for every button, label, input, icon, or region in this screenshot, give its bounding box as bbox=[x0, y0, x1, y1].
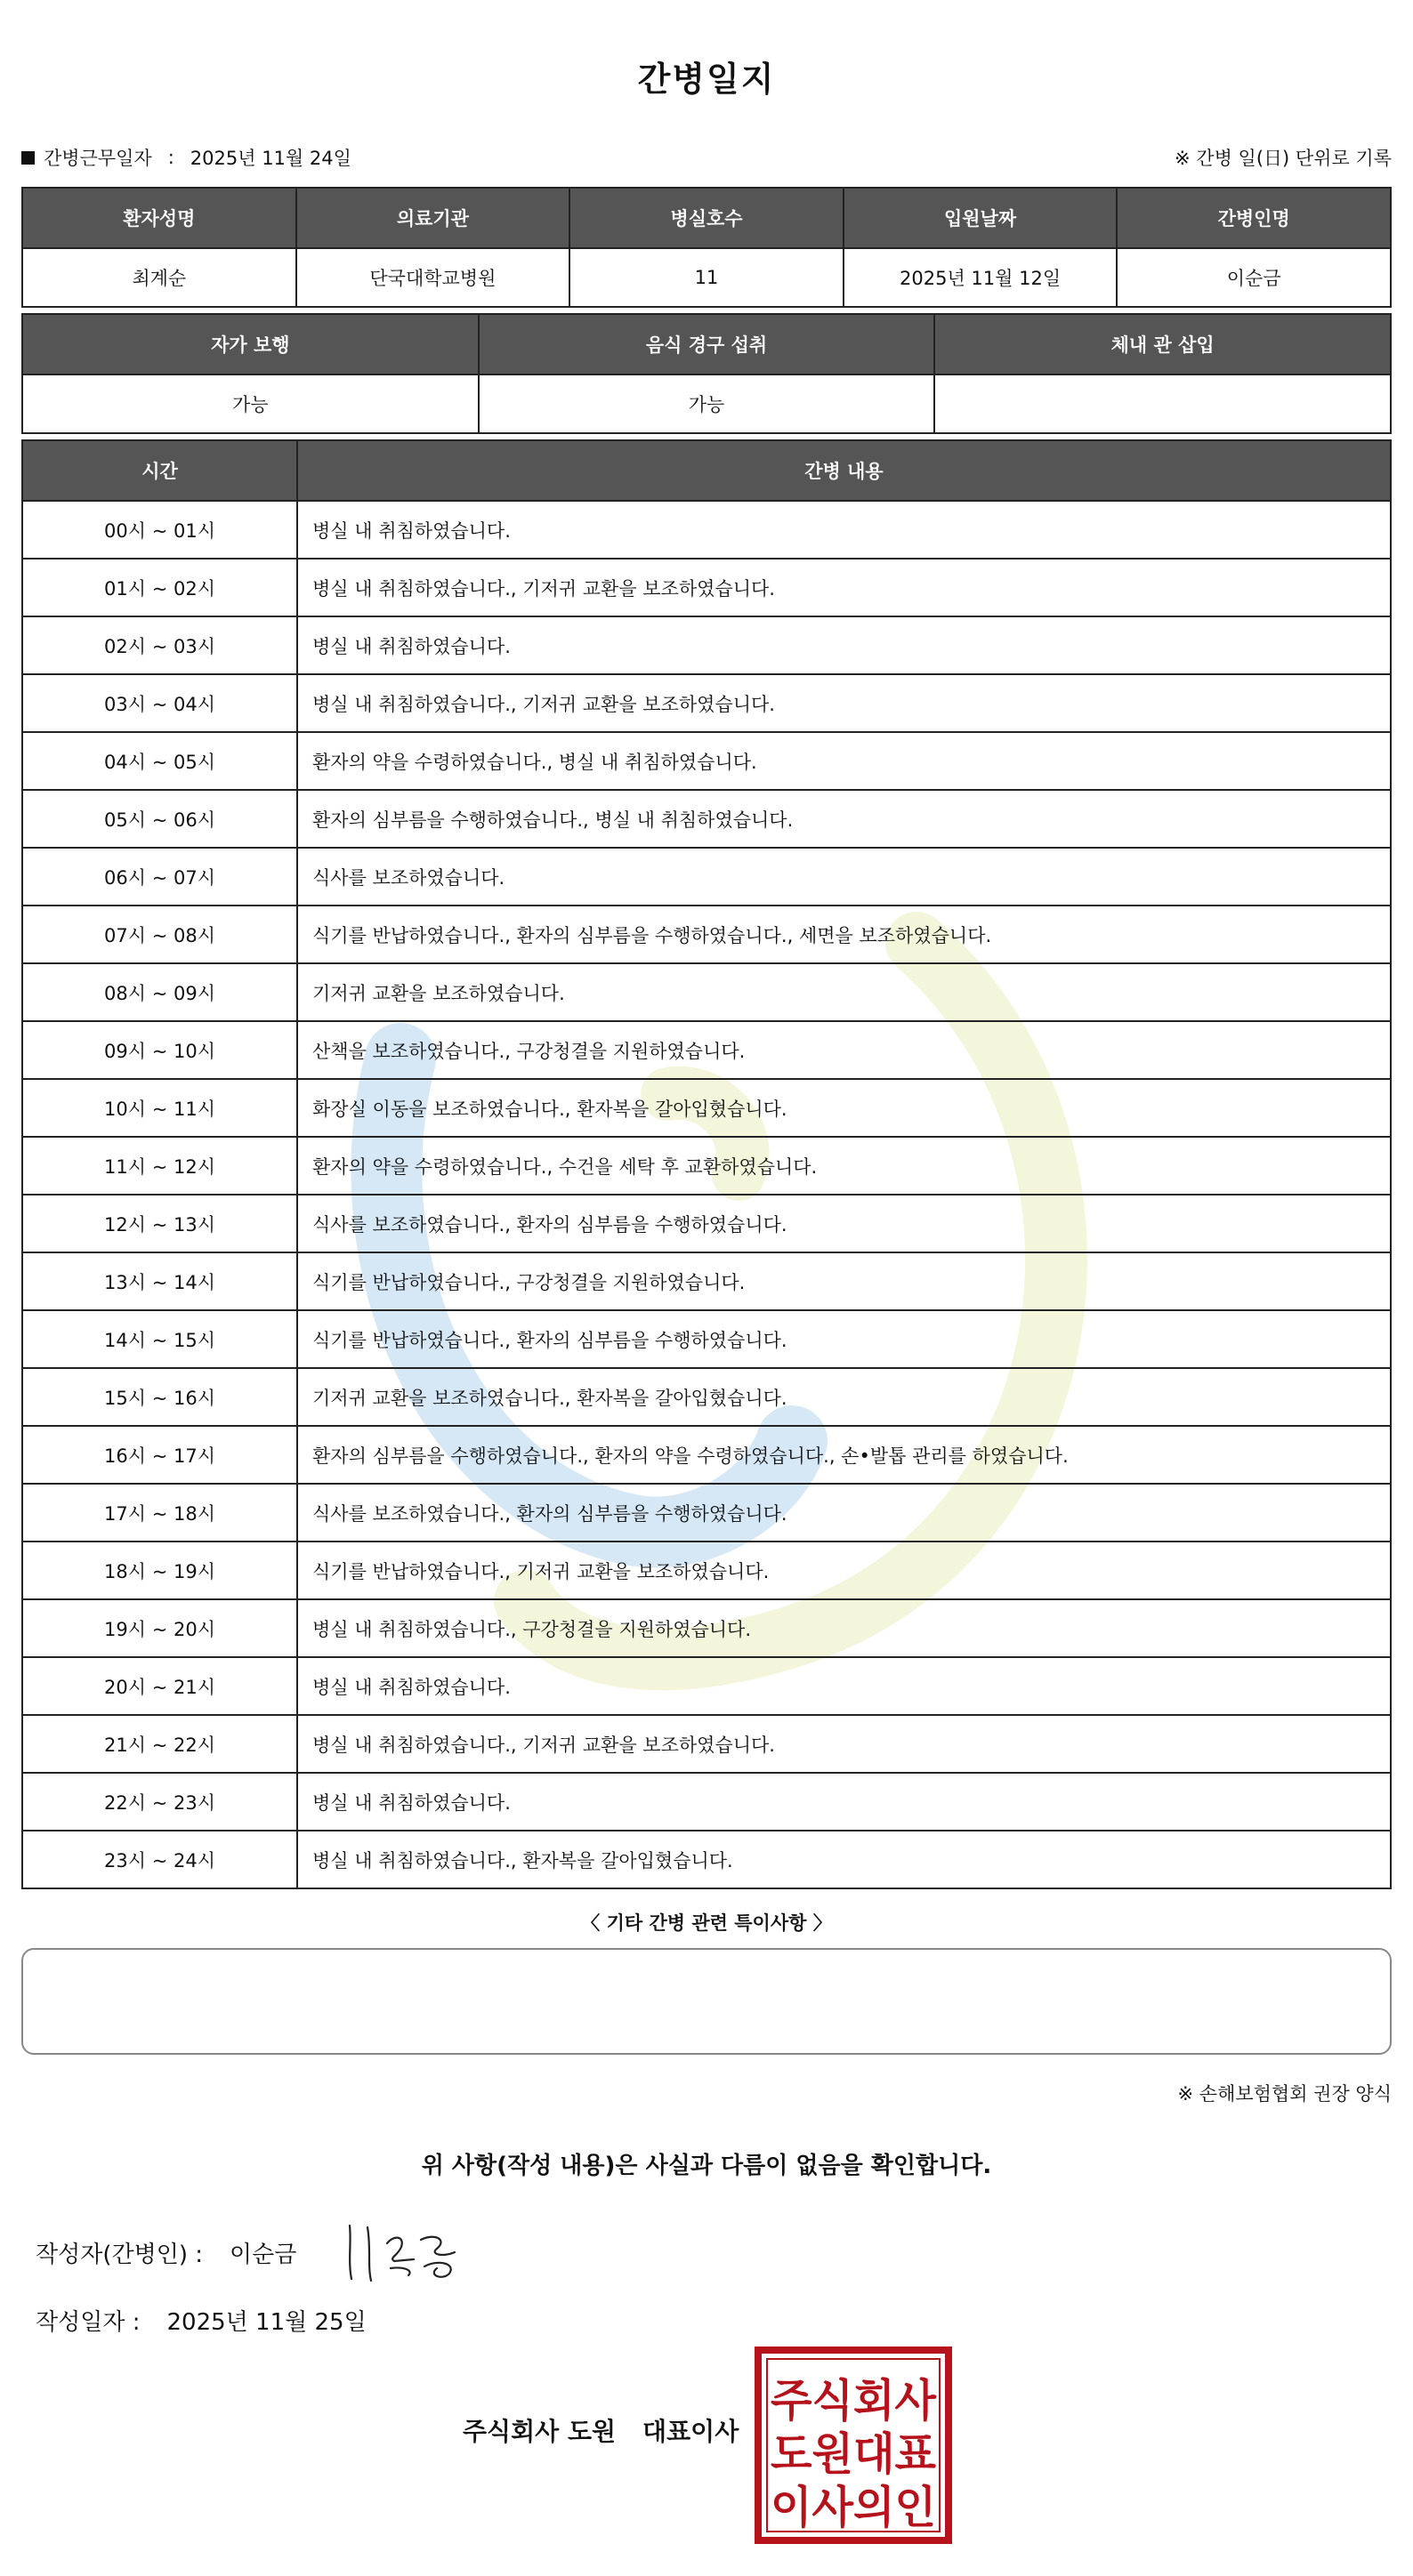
care-log-content: 식사를 보조하였습니다., 환자의 심부름을 수행하였습니다. bbox=[297, 1484, 1391, 1542]
care-log-content: 환자의 심부름을 수행하였습니다., 병실 내 취침하였습니다. bbox=[297, 790, 1391, 848]
svg-text:주식회사: 주식회사 bbox=[771, 2375, 937, 2427]
handwritten-signature bbox=[332, 2217, 492, 2288]
care-log-content: 병실 내 취침하였습니다. bbox=[297, 1657, 1391, 1715]
square-bullet-icon bbox=[21, 151, 35, 165]
care-log-content: 기저귀 교환을 보조하였습니다., 환자복을 갈아입혔습니다. bbox=[297, 1368, 1391, 1426]
care-log-row bbox=[22, 1021, 1391, 1079]
care-log-content: 산책을 보조하였습니다., 구강청결을 지원하였습니다. bbox=[297, 1021, 1391, 1079]
care-log-content: 병실 내 취침하였습니다., 기저귀 교환을 보조하였습니다. bbox=[297, 559, 1391, 616]
care-log-time: 04시 ~ 05시 bbox=[22, 732, 297, 790]
care-log-table bbox=[21, 439, 1392, 1889]
header-oral-intake: 음식 경구 섭취 bbox=[479, 314, 935, 374]
care-log-content: 식기를 반납하였습니다., 환자의 심부름을 수행하였습니다. bbox=[297, 1310, 1391, 1368]
self-walking-value: 가능 bbox=[22, 374, 479, 433]
care-log-row bbox=[22, 559, 1391, 616]
caregiver-name: 이순금 bbox=[1117, 248, 1391, 307]
care-log-row bbox=[22, 616, 1391, 674]
header-room-number: 병실호수 bbox=[569, 188, 844, 248]
svg-text:도원대표: 도원대표 bbox=[771, 2428, 937, 2480]
care-log-content: 병실 내 취침하였습니다. bbox=[297, 501, 1391, 559]
care-log-row bbox=[22, 1773, 1391, 1831]
record-note: ※ 간병 일(日) 단위로 기록 bbox=[1175, 148, 1392, 169]
patient-name: 최계순 bbox=[22, 248, 296, 307]
care-log-row bbox=[22, 501, 1391, 559]
writer-row bbox=[36, 2217, 1392, 2288]
care-log-row bbox=[22, 1599, 1391, 1657]
care-log-content: 환자의 심부름을 수행하였습니다., 환자의 약을 수령하였습니다., 손•발톱 관리를 하였습니다. bbox=[297, 1426, 1391, 1484]
care-log-row bbox=[22, 1657, 1391, 1715]
care-log-content: 기저귀 교환을 보조하였습니다. bbox=[297, 963, 1391, 1021]
care-log-content: 환자의 약을 수령하였습니다., 수건을 세탁 후 교환하였습니다. bbox=[297, 1137, 1391, 1195]
care-log-time: 22시 ~ 23시 bbox=[22, 1773, 297, 1831]
special-notes-box[interactable] bbox=[21, 1948, 1392, 2055]
care-log-row bbox=[22, 790, 1391, 848]
status-value-row bbox=[22, 374, 1391, 433]
care-log-content: 병실 내 취침하였습니다., 기저귀 교환을 보조하였습니다. bbox=[297, 1715, 1391, 1773]
write-date-row bbox=[36, 2298, 1392, 2341]
patient-header-row bbox=[22, 188, 1391, 248]
care-log-row bbox=[22, 1252, 1391, 1310]
company-signature-line bbox=[463, 2412, 739, 2448]
care-log-row bbox=[22, 1310, 1391, 1368]
company-seal-stamp bbox=[753, 2345, 954, 2546]
header-care-content: 간병 내용 bbox=[297, 440, 1391, 501]
care-log-time: 23시 ~ 24시 bbox=[22, 1831, 297, 1888]
care-log-time: 07시 ~ 08시 bbox=[22, 906, 297, 963]
care-log-row bbox=[22, 906, 1391, 963]
header-patient-name: 환자성명 bbox=[22, 188, 296, 248]
care-log-content: 병실 내 취침하였습니다. bbox=[297, 1773, 1391, 1831]
work-date-separator: : bbox=[167, 147, 174, 168]
care-log-time: 17시 ~ 18시 bbox=[22, 1484, 297, 1542]
care-log-content: 식기를 반납하였습니다., 환자의 심부름을 수행하였습니다., 세면을 보조하였습니다. bbox=[297, 906, 1391, 963]
care-log-time: 01시 ~ 02시 bbox=[22, 559, 297, 616]
company-name: 주식회사 도원 bbox=[463, 2417, 617, 2446]
care-log-time: 13시 ~ 14시 bbox=[22, 1252, 297, 1310]
care-log-content: 병실 내 취침하였습니다., 환자복을 갈아입혔습니다. bbox=[297, 1831, 1391, 1888]
care-log-row bbox=[22, 848, 1391, 906]
care-log-header-row bbox=[22, 440, 1391, 501]
care-log-row bbox=[22, 1368, 1391, 1426]
care-log-content: 환자의 약을 수령하였습니다., 병실 내 취침하였습니다. bbox=[297, 732, 1391, 790]
header-hospital: 의료기관 bbox=[296, 188, 570, 248]
care-log-time: 06시 ~ 07시 bbox=[22, 848, 297, 906]
care-log-content: 식기를 반납하였습니다., 기저귀 교환을 보조하였습니다. bbox=[297, 1542, 1391, 1599]
care-log-content: 식기를 반납하였습니다., 구강청결을 지원하였습니다. bbox=[297, 1252, 1391, 1310]
header-admission-date: 입원날짜 bbox=[844, 188, 1118, 248]
care-log-time: 00시 ~ 01시 bbox=[22, 501, 297, 559]
patient-value-row bbox=[22, 248, 1391, 307]
meta-row bbox=[21, 142, 1392, 173]
header-time: 시간 bbox=[22, 440, 297, 501]
representative-title: 대표이사 bbox=[642, 2417, 739, 2446]
care-log-time: 08시 ~ 09시 bbox=[22, 963, 297, 1021]
care-log-content: 병실 내 취침하였습니다. bbox=[297, 616, 1391, 674]
form-note: ※ 손해보험협회 권장 양식 bbox=[1177, 2083, 1392, 2105]
care-log-row bbox=[22, 963, 1391, 1021]
care-log-time: 09시 ~ 10시 bbox=[22, 1021, 297, 1079]
header-self-walking: 자가 보행 bbox=[22, 314, 479, 374]
care-log-time: 16시 ~ 17시 bbox=[22, 1426, 297, 1484]
header-tube-insertion: 체내 관 삽입 bbox=[934, 314, 1391, 374]
writer-label: 작성자(간병인) : bbox=[36, 2241, 204, 2268]
care-log-content: 화장실 이동을 보조하였습니다., 환자복을 갈아입혔습니다. bbox=[297, 1079, 1391, 1137]
care-log-body bbox=[22, 501, 1391, 1888]
care-log-row bbox=[22, 1715, 1391, 1773]
header-caregiver-name: 간병인명 bbox=[1117, 188, 1391, 248]
tube-insertion-value bbox=[934, 374, 1391, 433]
confirmation-statement: 위 사항(작성 내용)은 사실과 다름이 없음을 확인합니다. bbox=[421, 2153, 992, 2179]
admission-date: 2025년 11월 12일 bbox=[844, 248, 1118, 307]
care-log-row bbox=[22, 674, 1391, 732]
care-log-row bbox=[22, 1542, 1391, 1599]
care-log-content: 병실 내 취침하였습니다., 기저귀 교환을 보조하였습니다. bbox=[297, 674, 1391, 732]
care-log-row bbox=[22, 1079, 1391, 1137]
special-notes-label: 〈 기타 간병 관련 특이사항 〉 bbox=[581, 1912, 832, 1934]
room-number: 11 bbox=[569, 248, 844, 307]
care-log-content: 식사를 보조하였습니다., 환자의 심부름을 수행하였습니다. bbox=[297, 1195, 1391, 1252]
write-date-value: 2025년 11월 25일 bbox=[166, 2308, 367, 2336]
patient-status-table bbox=[21, 313, 1392, 434]
svg-text:이사의인: 이사의인 bbox=[771, 2482, 936, 2533]
care-log-time: 15시 ~ 16시 bbox=[22, 1368, 297, 1426]
care-log-time: 18시 ~ 19시 bbox=[22, 1542, 297, 1599]
care-log-time: 14시 ~ 15시 bbox=[22, 1310, 297, 1368]
care-log-content: 식사를 보조하였습니다. bbox=[297, 848, 1391, 906]
oral-intake-value: 가능 bbox=[479, 374, 935, 433]
care-log-content: 병실 내 취침하였습니다., 구강청결을 지원하였습니다. bbox=[297, 1599, 1391, 1657]
writer-name: 이순금 bbox=[230, 2241, 297, 2268]
work-date-value: 2025년 11월 24일 bbox=[190, 148, 351, 169]
status-header-row bbox=[22, 314, 1391, 374]
care-log-time: 10시 ~ 11시 bbox=[22, 1079, 297, 1137]
care-log-time: 21시 ~ 22시 bbox=[22, 1715, 297, 1773]
hospital-name: 단국대학교병원 bbox=[296, 248, 570, 307]
care-log-time: 12시 ~ 13시 bbox=[22, 1195, 297, 1252]
work-date-label: 간병근무일자 bbox=[44, 148, 152, 169]
care-log-row bbox=[22, 1426, 1391, 1484]
care-log-row bbox=[22, 732, 1391, 790]
care-log-time: 02시 ~ 03시 bbox=[22, 616, 297, 674]
care-log-time: 20시 ~ 21시 bbox=[22, 1657, 297, 1715]
patient-info-table bbox=[21, 187, 1392, 308]
page-title: 간병일지 bbox=[637, 60, 776, 99]
care-log-time: 05시 ~ 06시 bbox=[22, 790, 297, 848]
care-log-row bbox=[22, 1484, 1391, 1542]
care-log-time: 03시 ~ 04시 bbox=[22, 674, 297, 732]
care-log-row bbox=[22, 1195, 1391, 1252]
care-log-row bbox=[22, 1137, 1391, 1195]
care-log-row bbox=[22, 1831, 1391, 1888]
care-log-time: 11시 ~ 12시 bbox=[22, 1137, 297, 1195]
care-log-time: 19시 ~ 20시 bbox=[22, 1599, 297, 1657]
write-date-label: 작성일자 : bbox=[36, 2308, 141, 2336]
